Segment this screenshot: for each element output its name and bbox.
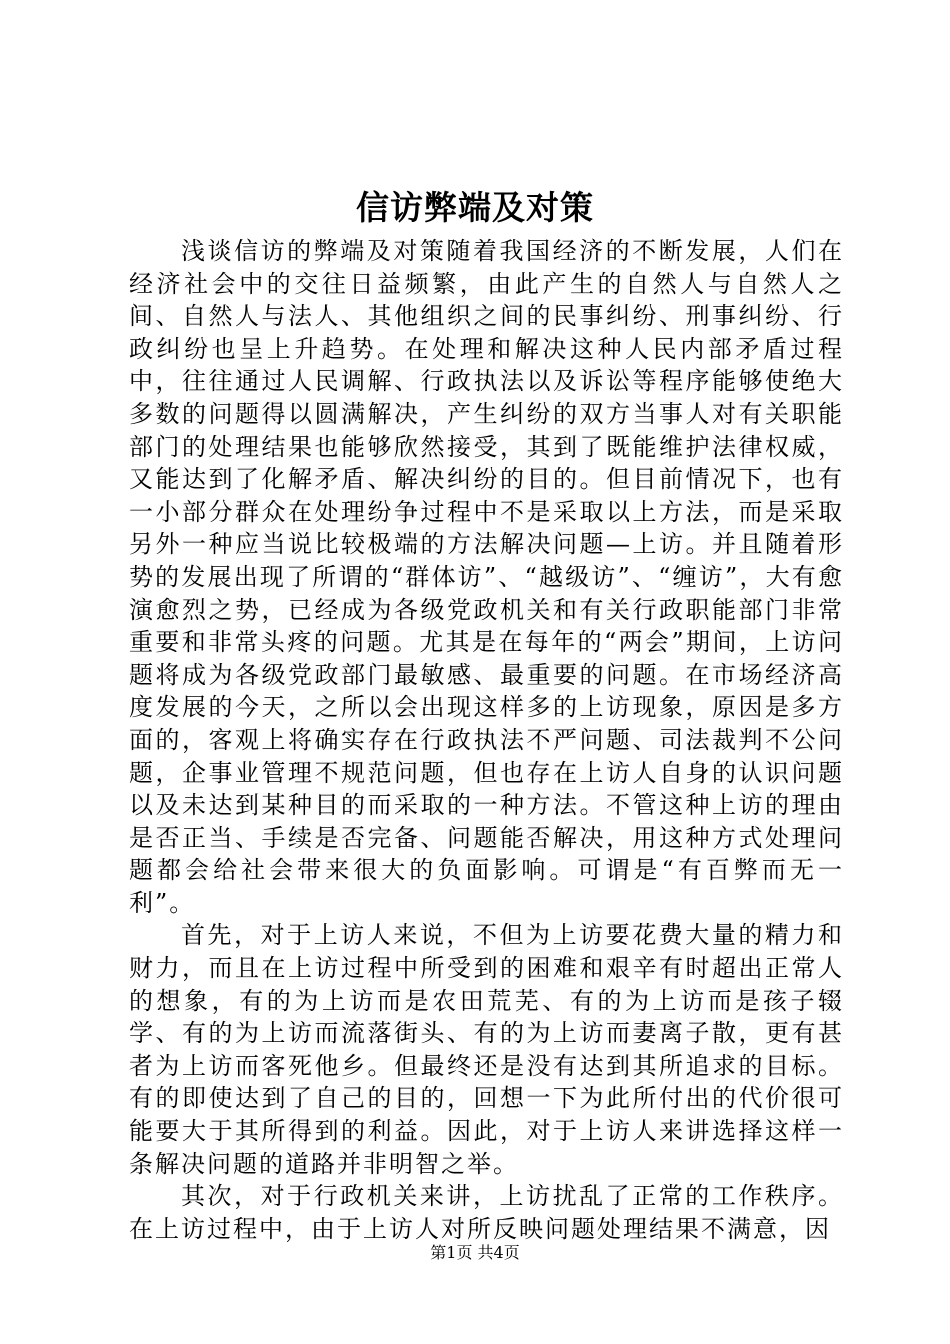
document-title: 信访弊端及对策 xyxy=(356,188,594,227)
page-number-footer: 第1页 共4页 xyxy=(430,1243,520,1262)
paragraph: 浅谈信访的弊端及对策随着我国经济的不断发展，人们在经济社会中的交往日益频繁，由此产生的自然人与自然人之间、自然人与法人、其他组织之间的民事纠纷、刑事纠纷、行政纠纷也呈上升趋势。在处理和解决这种人民内部矛盾过程中，往往通过人民调解、行政执法以及诉讼等程序能够使绝大多数的问题得以圆满解决，产生纠纷的双方当事人对有关职能部门的处理结果也能够欣然接受，其到了既能维护法律权威，又能达到了化解矛盾、解决纠纷的目的。但目前情况下，也有一小部分群众在处理纷争过程中不是采取以上方法，而是采取另外一种应当说比较极端的方法解决问题—上访。并且随着形势的发展出现了所谓的“群体访”、“越级访”、“缠访”，大有愈演愈烈之势，已经成为各级党政机关和有关行政职能部门非常重要和非常头疼的问题。尤其是在每年的“两会”期间，上访问题将成为各级党政部门最敏感、最重要的问题。在市场经济高度发展的今天，之所以会出现这样多的上访现象，原因是多方面的，客观上将确实存在行政执法不严问题、司法裁判不公问题，企事业管理不规范问题，但也存在上访人自身的认识问题以及未达到某种目的而采取的一种方法。不管这种上访的理由是否正当、手续是否完备、问题能否解决，用这种方式处理问题都会给社会带来很大的负面影响。可谓是“有百弊而无一利”。 xyxy=(129,237,844,917)
document-body xyxy=(129,235,844,1245)
paragraph: 首先，对于上访人来说，不但为上访要花费大量的精力和财力，而且在上访过程中所受到的困难和艰辛有时超出正常人的想象，有的为上访而是农田荒芜、有的为上访而是孩子辍学、有的为上访而流落街头、有的为上访而妻离子散，更有甚者为上访而客死他乡。但最终还是没有达到其所追求的目标。有的即使达到了自己的目的，回想一下为此所付出的代价很可能要大于其所得到的利益。因此，对于上访人来讲选择这样一条解决问题的道路并非明智之举。 xyxy=(129,921,844,1178)
paragraph: 其次，对于行政机关来讲，上访扰乱了正常的工作秩序。在上访过程中，由于上访人对所反映问题处理结果不满意，因 xyxy=(129,1182,844,1243)
